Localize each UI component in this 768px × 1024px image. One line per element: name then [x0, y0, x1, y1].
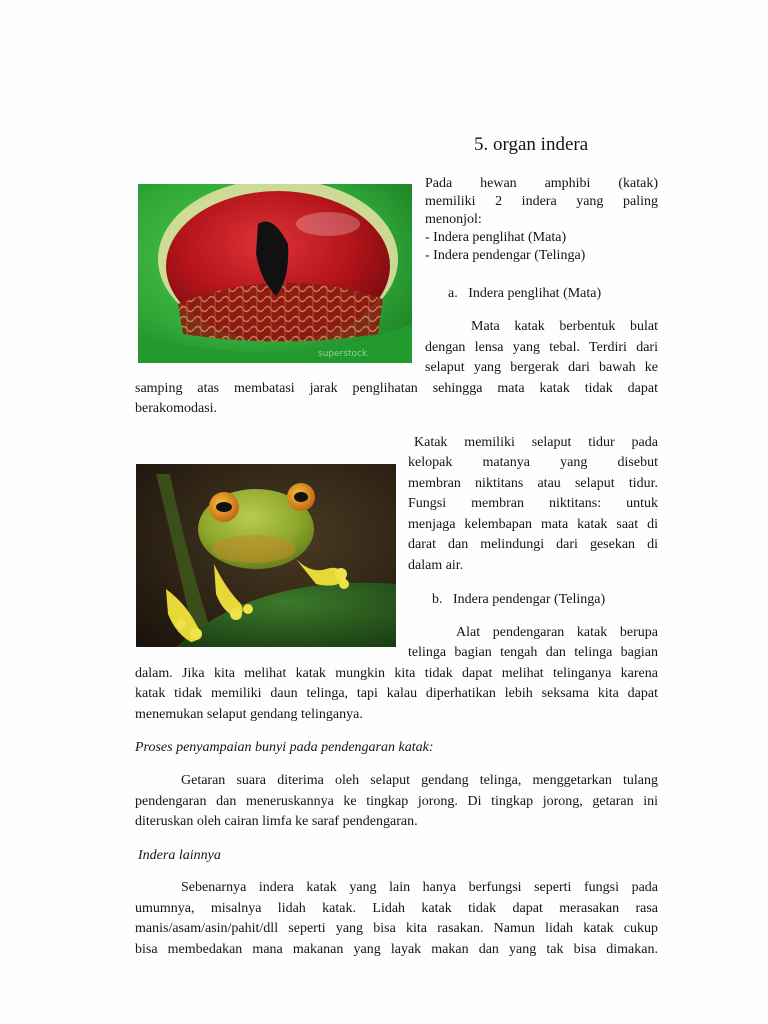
section-a-p1-line2: dengan lensa yang tebal. Terdiri dari [425, 340, 658, 355]
section-a-p2-line3: membran niktitans atau selaput tidur. [408, 476, 658, 491]
page-title: 5. organ indera [474, 134, 589, 155]
lainnya-line-2: umumnya, misalnya lidah katak. Lidah katak tidak dapat merasakan rasa [135, 901, 658, 916]
intro-line-2: memiliki 2 indera yang paling [425, 194, 658, 209]
section-a-p1-line5: berakomodasi. [135, 401, 218, 416]
green-frog-photo [136, 464, 396, 647]
section-b-p1-line4: katak tidak memiliki daun telinga, tapi kalau diperhatikan lebih seksama kita dapat [135, 686, 658, 701]
section-b-p1-line3: dalam. Jika kita melihat katak mungkin kita tidak dapat melihat telinganya karena [135, 666, 658, 681]
section-a-p1-line4: samping atas membatasi jarak penglihatan sehingga mata katak tidak dapat [135, 381, 658, 396]
section-a-p2-line5: menjaga kelembapan mata katak saat di [408, 517, 658, 532]
section-a-p2-line1: Katak memiliki selaput tidur pada [414, 435, 658, 450]
eye-photo-watermark: superstock [318, 349, 368, 359]
intro-line-1: Pada hewan amphibi (katak) [425, 176, 658, 191]
section-b-p1-line1: Alat pendengaran katak berupa [456, 625, 658, 640]
section-a-p2-line4: Fungsi membran niktitans: untuk [408, 496, 658, 511]
section-a-heading: a. Indera penglihat (Mata) [448, 286, 602, 301]
section-a-p1-line1: Mata katak berbentuk bulat [471, 319, 658, 334]
section-a-p2-line6: darat dan melindungi dari gesekan di [408, 537, 658, 552]
section-a-p2-line2: kelopak matanya yang disebut [408, 455, 658, 470]
intro-item-mata: - Indera penglihat (Mata) [425, 230, 567, 245]
section-a-p2-line7: dalam air. [408, 558, 464, 573]
section-b-p1-line2: telinga bagian tengah dan telinga bagian [408, 645, 658, 660]
lainnya-line-4: bisa membedakan mana makanan yang layak makan dan yang tak bisa dimakan. [135, 942, 658, 957]
proses-line-2: pendengaran dan meneruskannya ke tingkap jorong. Di tingkap jorong, getaran ini [135, 794, 658, 809]
lainnya-line-3: manis/asam/asin/pahit/dll seperti yang bisa kita rasakan. Namun lidah katak cukup [135, 921, 658, 936]
lainnya-heading: Indera lainnya [138, 848, 221, 863]
intro-line-3: menonjol: [425, 212, 482, 227]
proses-heading: Proses penyampaian bunyi pada pendengaran katak: [135, 740, 434, 755]
frog-eye-photo [138, 184, 412, 363]
section-b-p1-line5: menemukan selaput gendang telinganya. [135, 707, 363, 722]
proses-line-3: diteruskan oleh cairan limfa ke saraf pendengaran. [135, 814, 418, 829]
proses-line-1: Getaran suara diterima oleh selaput gendang telinga, menggetarkan tulang [181, 773, 658, 788]
section-a-p1-line3: selaput yang bergerak dari bawah ke [425, 360, 658, 375]
section-b-heading: b. Indera pendengar (Telinga) [432, 592, 606, 607]
intro-item-telinga: - Indera pendengar (Telinga) [425, 248, 586, 263]
lainnya-line-1: Sebenarnya indera katak yang lain hanya berfungsi seperti fungsi pada [181, 880, 658, 895]
